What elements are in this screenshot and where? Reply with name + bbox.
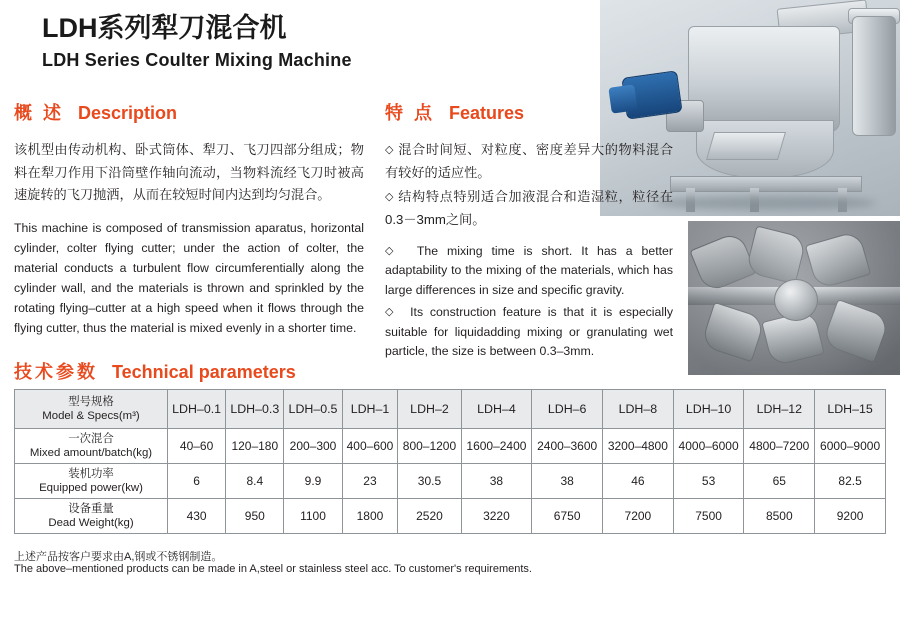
row-label-cn: 一次混合 bbox=[68, 432, 114, 445]
table-cell: 2520 bbox=[398, 499, 461, 534]
machine-base-shape bbox=[670, 176, 862, 192]
column-header: LDH–6 bbox=[532, 390, 603, 429]
table-cell: 30.5 bbox=[398, 464, 461, 499]
page-title-cn: LDH系列犁刀混合机 bbox=[42, 13, 287, 43]
diamond-bullet-icon: ◇ bbox=[385, 191, 395, 204]
feature-item-en bbox=[385, 303, 673, 362]
column-header: LDH–1 bbox=[342, 390, 398, 429]
technical-heading-cn: 技术参数 bbox=[14, 362, 98, 382]
column-header: LDH–15 bbox=[815, 390, 886, 429]
table-cell: 38 bbox=[532, 464, 603, 499]
description-body-en: This machine is composed of transmission aparatus, horizontal cylinder, colter flying cutter; under the action of colter, the material conducts a turbulent flow circumferentially along the cylinder wall, and the materials is thrown and sprinkled by the rotating flying–cutter at a high speed when it flows through the flying cutter, thus the material is mixed evenly in a shorter time. bbox=[14, 221, 364, 335]
technical-heading bbox=[14, 358, 296, 384]
table-row bbox=[15, 464, 886, 499]
table-cell: 120–180 bbox=[226, 429, 284, 464]
table-cell: 9200 bbox=[815, 499, 886, 534]
features-list-en bbox=[385, 242, 673, 362]
row-label-cn: 设备重量 bbox=[68, 502, 114, 515]
table-cell: 7200 bbox=[603, 499, 674, 534]
column-header: LDH–0.1 bbox=[168, 390, 226, 429]
table-cell: 1600–2400 bbox=[461, 429, 532, 464]
features-heading-cn: 特 点 bbox=[385, 103, 436, 123]
table-cell: 950 bbox=[226, 499, 284, 534]
table-cell: 400–600 bbox=[342, 429, 398, 464]
feature-item-en bbox=[385, 242, 673, 301]
row-label-en: Mixed amount/batch(kg) bbox=[29, 447, 153, 459]
table-cell: 6000–9000 bbox=[815, 429, 886, 464]
row-header bbox=[15, 499, 168, 534]
table-cell: 8500 bbox=[744, 499, 815, 534]
row-header bbox=[15, 464, 168, 499]
table-cell: 9.9 bbox=[284, 464, 342, 499]
description-heading-cn: 概 述 bbox=[14, 103, 65, 123]
table-body bbox=[15, 429, 886, 534]
table-cell: 8.4 bbox=[226, 464, 284, 499]
table-cell: 1100 bbox=[284, 499, 342, 534]
feature-item-cn bbox=[385, 139, 673, 184]
feature-text-en: Its construction feature is that it is especially suitable for liquidadding mixing or granulating wet particle, the size is between 0.3–3mm. bbox=[385, 304, 673, 359]
photo-vignette bbox=[688, 221, 900, 375]
table-header-row bbox=[15, 390, 886, 429]
machine-shadow bbox=[654, 196, 876, 210]
table-corner-cn: 型号规格 bbox=[68, 395, 114, 408]
table-cell: 82.5 bbox=[815, 464, 886, 499]
features-section bbox=[385, 99, 673, 364]
column-header: LDH–10 bbox=[673, 390, 744, 429]
diamond-bullet-icon: ◇ bbox=[385, 144, 395, 156]
table-cell: 200–300 bbox=[284, 429, 342, 464]
table-cell: 46 bbox=[603, 464, 674, 499]
table-cell: 6 bbox=[168, 464, 226, 499]
description-body-cn: 该机型由传动机构、卧式筒体、犁刀、飞刀四部分组成；物料在犁刀作用下沿筒壁作轴向流动，当物料流经飞刀时被高速旋转的飞刀抛洒，从而在较短时间内达到均匀混合。 bbox=[14, 142, 364, 203]
machine-photo-bottom bbox=[688, 221, 900, 375]
table-note-cn: 上述产品按客户要求由A,钢或不锈钢制造。 bbox=[14, 551, 223, 563]
description-heading-en: Description bbox=[78, 103, 178, 123]
table-cell: 430 bbox=[168, 499, 226, 534]
table-head bbox=[15, 390, 886, 429]
table-row bbox=[15, 429, 886, 464]
row-label-en: Dead Weight(kg) bbox=[48, 517, 134, 529]
page-title-en: LDH Series Coulter Mixing Machine bbox=[42, 49, 352, 70]
table-row bbox=[15, 499, 886, 534]
table-cell: 2400–3600 bbox=[532, 429, 603, 464]
table-cell: 7500 bbox=[673, 499, 744, 534]
table-cell: 53 bbox=[673, 464, 744, 499]
column-header: LDH–8 bbox=[603, 390, 674, 429]
column-header: LDH–12 bbox=[744, 390, 815, 429]
features-heading bbox=[385, 99, 673, 125]
description-section bbox=[14, 99, 364, 339]
column-header: LDH–4 bbox=[461, 390, 532, 429]
column-header: LDH–0.5 bbox=[284, 390, 342, 429]
table-cell: 3220 bbox=[461, 499, 532, 534]
machine-plate-shape bbox=[706, 132, 786, 160]
feature-text-en: The mixing time is short. It has a better adaptability to the mixing of the materials, which has large differences in size and specific gravity. bbox=[385, 243, 673, 298]
table-corner-en: Model & Specs(m³) bbox=[42, 410, 140, 422]
table-cell: 4800–7200 bbox=[744, 429, 815, 464]
table-cell: 800–1200 bbox=[398, 429, 461, 464]
row-label-cn: 装机功率 bbox=[68, 467, 114, 480]
table-cell: 23 bbox=[342, 464, 398, 499]
feature-item-cn bbox=[385, 186, 673, 231]
column-header: LDH–0.3 bbox=[226, 390, 284, 429]
row-header bbox=[15, 429, 168, 464]
description-heading bbox=[14, 99, 364, 125]
column-header: LDH–2 bbox=[398, 390, 461, 429]
row-label-en: Equipped power(kw) bbox=[39, 482, 143, 494]
table-cell: 3200–4800 bbox=[603, 429, 674, 464]
table-note-en: The above–mentioned products can be made in A,steel or stainless steel acc. To customer's requirements. bbox=[14, 563, 532, 575]
feature-text-cn: 结构特点特别适合加液混合和造湿粒，粒径在0.3－3mm之间。 bbox=[385, 189, 674, 228]
table-cell: 1800 bbox=[342, 499, 398, 534]
technical-heading-en: Technical parameters bbox=[112, 362, 296, 382]
machine-body-shape bbox=[688, 26, 840, 132]
table-cell: 6750 bbox=[532, 499, 603, 534]
table-cell: 65 bbox=[744, 464, 815, 499]
feature-text-cn: 混合时间短、对粒度、密度差异大的物料混合有较好的适应性。 bbox=[385, 142, 674, 180]
table-corner-cell bbox=[15, 390, 168, 429]
features-heading-en: Features bbox=[449, 103, 525, 123]
table-cell: 38 bbox=[461, 464, 532, 499]
page-header bbox=[42, 12, 562, 71]
table-cell: 40–60 bbox=[168, 429, 226, 464]
technical-parameters-table bbox=[14, 389, 886, 534]
table-cell: 4000–6000 bbox=[673, 429, 744, 464]
diamond-bullet-icon: ◇ bbox=[385, 305, 397, 318]
cylinder-shape bbox=[852, 16, 896, 136]
diamond-bullet-icon: ◇ bbox=[385, 244, 399, 257]
features-list-cn bbox=[385, 139, 673, 232]
